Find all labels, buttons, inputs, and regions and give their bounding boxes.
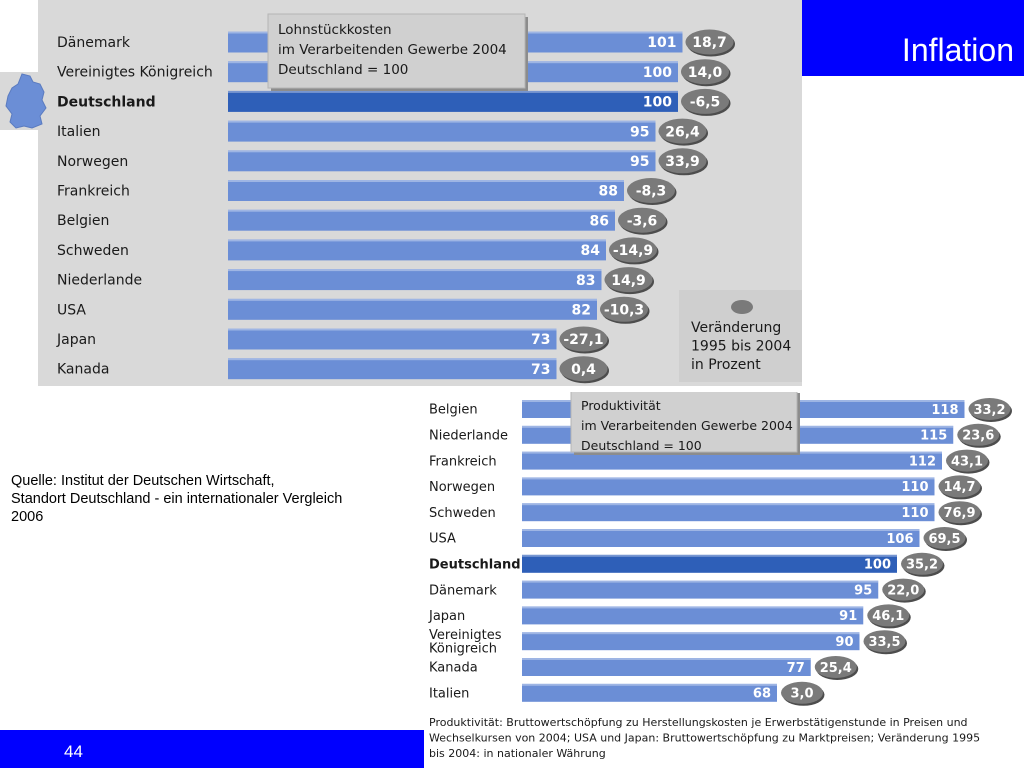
category-label [56, 332, 96, 348]
legend-text: Produktivität [581, 398, 661, 413]
footnote-line: bis 2004: in nationaler Währung [429, 747, 606, 760]
change-label: 22,0 [887, 583, 920, 599]
bar-highlight-9 [228, 269, 602, 271]
source-line: Quelle: Institut der Deutschen Wirtschaft, [11, 473, 275, 489]
value-label: 95 [854, 583, 873, 599]
labor-cost-chart-panel [38, 0, 802, 386]
category-label-line: Belgien [57, 213, 110, 230]
slide-title-box [802, 0, 1024, 76]
bar-highlight-6 [228, 180, 624, 182]
category-label-line: Norwegen [57, 153, 129, 170]
value-label: 84 [580, 243, 600, 260]
bar-11 [522, 658, 811, 676]
category-label-line: Vereinigtes [429, 628, 502, 644]
change-label: 14,7 [943, 480, 976, 496]
value-label: 110 [901, 480, 929, 496]
germany-map-icon [0, 72, 52, 130]
bar-highlight-11 [522, 658, 811, 660]
bar-highlight-5 [522, 503, 935, 505]
category-label [57, 154, 128, 170]
value-label: 115 [920, 428, 948, 444]
bar-8 [522, 581, 878, 599]
category-label [429, 532, 456, 547]
value-label: 68 [752, 686, 771, 702]
bar-highlight-11 [228, 329, 557, 331]
bar-highlight-8 [228, 239, 606, 241]
category-label-line: USA [57, 302, 86, 319]
category-label-line: Königreich [429, 641, 497, 657]
category-label-line: Japan [57, 332, 97, 349]
bar-5 [522, 503, 935, 521]
category-label-line: Dänemark [429, 583, 497, 599]
bar-highlight-10 [522, 632, 860, 634]
category-label-line: Schweden [429, 505, 496, 521]
category-label [429, 506, 496, 521]
bubble-legend-text: Veränderung [691, 320, 782, 336]
bar-highlight-10 [228, 299, 597, 301]
category-label [57, 124, 100, 140]
bar-10 [522, 632, 860, 650]
bar-12 [228, 358, 557, 379]
category-label-line: Niederlande [57, 272, 143, 289]
bar-highlight-8 [522, 581, 878, 583]
category-label [57, 213, 109, 229]
legend-text: Deutschland = 100 [581, 438, 702, 453]
bar-highlight-5 [228, 150, 656, 152]
bar-highlight-12 [228, 358, 557, 360]
bar-4 [522, 477, 935, 495]
bar-highlight-12 [522, 684, 777, 686]
legend-text: Deutschland = 100 [278, 62, 409, 78]
value-label: 90 [835, 635, 854, 651]
page-number: 44 [64, 742, 83, 761]
change-label: -14,9 [612, 243, 654, 260]
category-label [57, 94, 156, 110]
value-label: 86 [589, 213, 609, 230]
value-label: 88 [598, 183, 618, 200]
change-label: -6,5 [689, 94, 721, 111]
change-label: -3,6 [626, 213, 658, 230]
bar-highlight-6 [522, 529, 920, 531]
category-label [429, 428, 508, 443]
value-label: 100 [863, 557, 891, 573]
bar-12 [522, 684, 777, 702]
value-label: 100 [642, 64, 672, 81]
change-label: 33,9 [665, 153, 700, 170]
bar-3 [228, 91, 678, 112]
change-label: 76,9 [943, 506, 976, 522]
category-label [57, 302, 86, 318]
value-label: 73 [531, 361, 551, 378]
category-label [429, 661, 478, 676]
value-label: 77 [786, 660, 805, 676]
slide-title: Inflation [901, 32, 1014, 68]
category-label-line: Deutschland [429, 557, 521, 573]
value-label: 100 [642, 94, 672, 111]
legend-text: im Verarbeitenden Gewerbe 2004 [278, 42, 507, 58]
change-label: 33,5 [868, 635, 901, 651]
change-label: 14,0 [687, 64, 723, 81]
productivity-chart [420, 392, 1024, 768]
category-label [57, 65, 213, 81]
change-label: 23,6 [962, 428, 995, 444]
value-label: 95 [630, 124, 650, 141]
change-label: 14,9 [611, 272, 646, 289]
category-label [429, 557, 521, 572]
category-label [428, 609, 465, 624]
change-label: 25,4 [819, 660, 852, 676]
bar-highlight-4 [522, 477, 935, 479]
bar-highlight-3 [228, 91, 678, 93]
change-label: -8,3 [635, 183, 667, 200]
category-label [429, 454, 497, 469]
legend-text: Lohnstückkosten [278, 22, 392, 38]
source-line: 2006 [11, 509, 44, 525]
labor-cost-chart [38, 0, 802, 386]
category-label-line: Frankreich [429, 454, 497, 470]
category-label-line: Japan [429, 609, 466, 625]
category-label-line: Niederlande [429, 428, 508, 444]
productivity-chart-panel [420, 392, 1024, 768]
bar-8 [228, 239, 606, 260]
bar-10 [228, 299, 597, 320]
category-label-line: Deutschland [57, 94, 156, 111]
legend-text: im Verarbeitenden Gewerbe 2004 [581, 418, 793, 433]
bar-11 [228, 329, 557, 350]
value-label: 95 [630, 153, 650, 170]
footnote-line: Produktivität: Bruttowertschöpfung zu Herstellungskosten je Erwerbstätigenstunde in Preisen und [429, 716, 968, 729]
footnote-line: Wechselkursen von 2004; USA und Japan: Bruttowertschöpfung zu Marktpreisen; Veränderung 1995 [429, 731, 981, 745]
value-label: 110 [901, 506, 929, 522]
change-label: 18,7 [692, 35, 727, 52]
change-label: 26,4 [665, 124, 700, 141]
bar-highlight-9 [522, 606, 863, 608]
bar-9 [522, 606, 863, 624]
change-label: -10,3 [603, 302, 645, 319]
change-label: 33,2 [973, 402, 1006, 418]
bar-highlight-7 [522, 555, 897, 557]
category-label-line: Kanada [429, 660, 478, 676]
category-label [57, 35, 131, 51]
bar-highlight-7 [228, 210, 615, 212]
value-label: 91 [839, 609, 858, 625]
category-label-line: Italien [429, 686, 470, 702]
value-label: 82 [571, 302, 591, 319]
category-label [57, 362, 109, 378]
change-label: 35,2 [905, 557, 939, 573]
change-label: 69,5 [928, 531, 961, 547]
category-label-line: Vereinigtes Königreich [57, 64, 213, 81]
category-label [429, 583, 497, 598]
value-label: 73 [531, 332, 551, 349]
bar-7 [228, 210, 615, 231]
change-label: 3,0 [790, 686, 814, 702]
bubble-legend-text: in Prozent [691, 357, 761, 373]
category-label-line: USA [429, 531, 456, 547]
bubble-legend-text: 1995 bis 2004 [691, 338, 792, 355]
value-label: 83 [576, 272, 596, 289]
category-label [429, 628, 502, 657]
change-label: 43,1 [950, 454, 984, 470]
bubble-legend-icon [731, 300, 753, 314]
bar-5 [228, 150, 656, 171]
category-label-line: Belgien [429, 402, 478, 418]
category-label-line: Kanada [57, 361, 110, 378]
category-label-line: Frankreich [57, 183, 130, 200]
change-label: -27,1 [563, 332, 604, 349]
category-label [57, 184, 130, 200]
source-line: Standort Deutschland - ein internationaler Vergleich [11, 491, 343, 507]
category-label [429, 480, 495, 495]
change-label: 0,4 [571, 361, 596, 378]
bar-7 [522, 555, 897, 573]
category-label [57, 273, 142, 289]
category-label-line: Italien [57, 124, 101, 141]
value-label: 112 [908, 454, 936, 470]
value-label: 101 [647, 35, 677, 52]
bar-6 [522, 529, 920, 547]
category-label-line: Norwegen [429, 480, 496, 496]
category-label-line: Dänemark [57, 35, 130, 52]
bar-highlight-4 [228, 121, 656, 123]
category-label-line: Schweden [57, 242, 129, 259]
source-citation [11, 472, 411, 526]
category-label [429, 403, 478, 418]
value-label: 118 [931, 402, 959, 418]
bar-6 [228, 180, 624, 201]
value-label: 106 [886, 531, 914, 547]
bar-4 [228, 121, 656, 142]
bar-9 [228, 269, 602, 290]
change-label: 46,1 [872, 609, 905, 625]
category-label [57, 243, 129, 259]
category-label [429, 686, 469, 701]
